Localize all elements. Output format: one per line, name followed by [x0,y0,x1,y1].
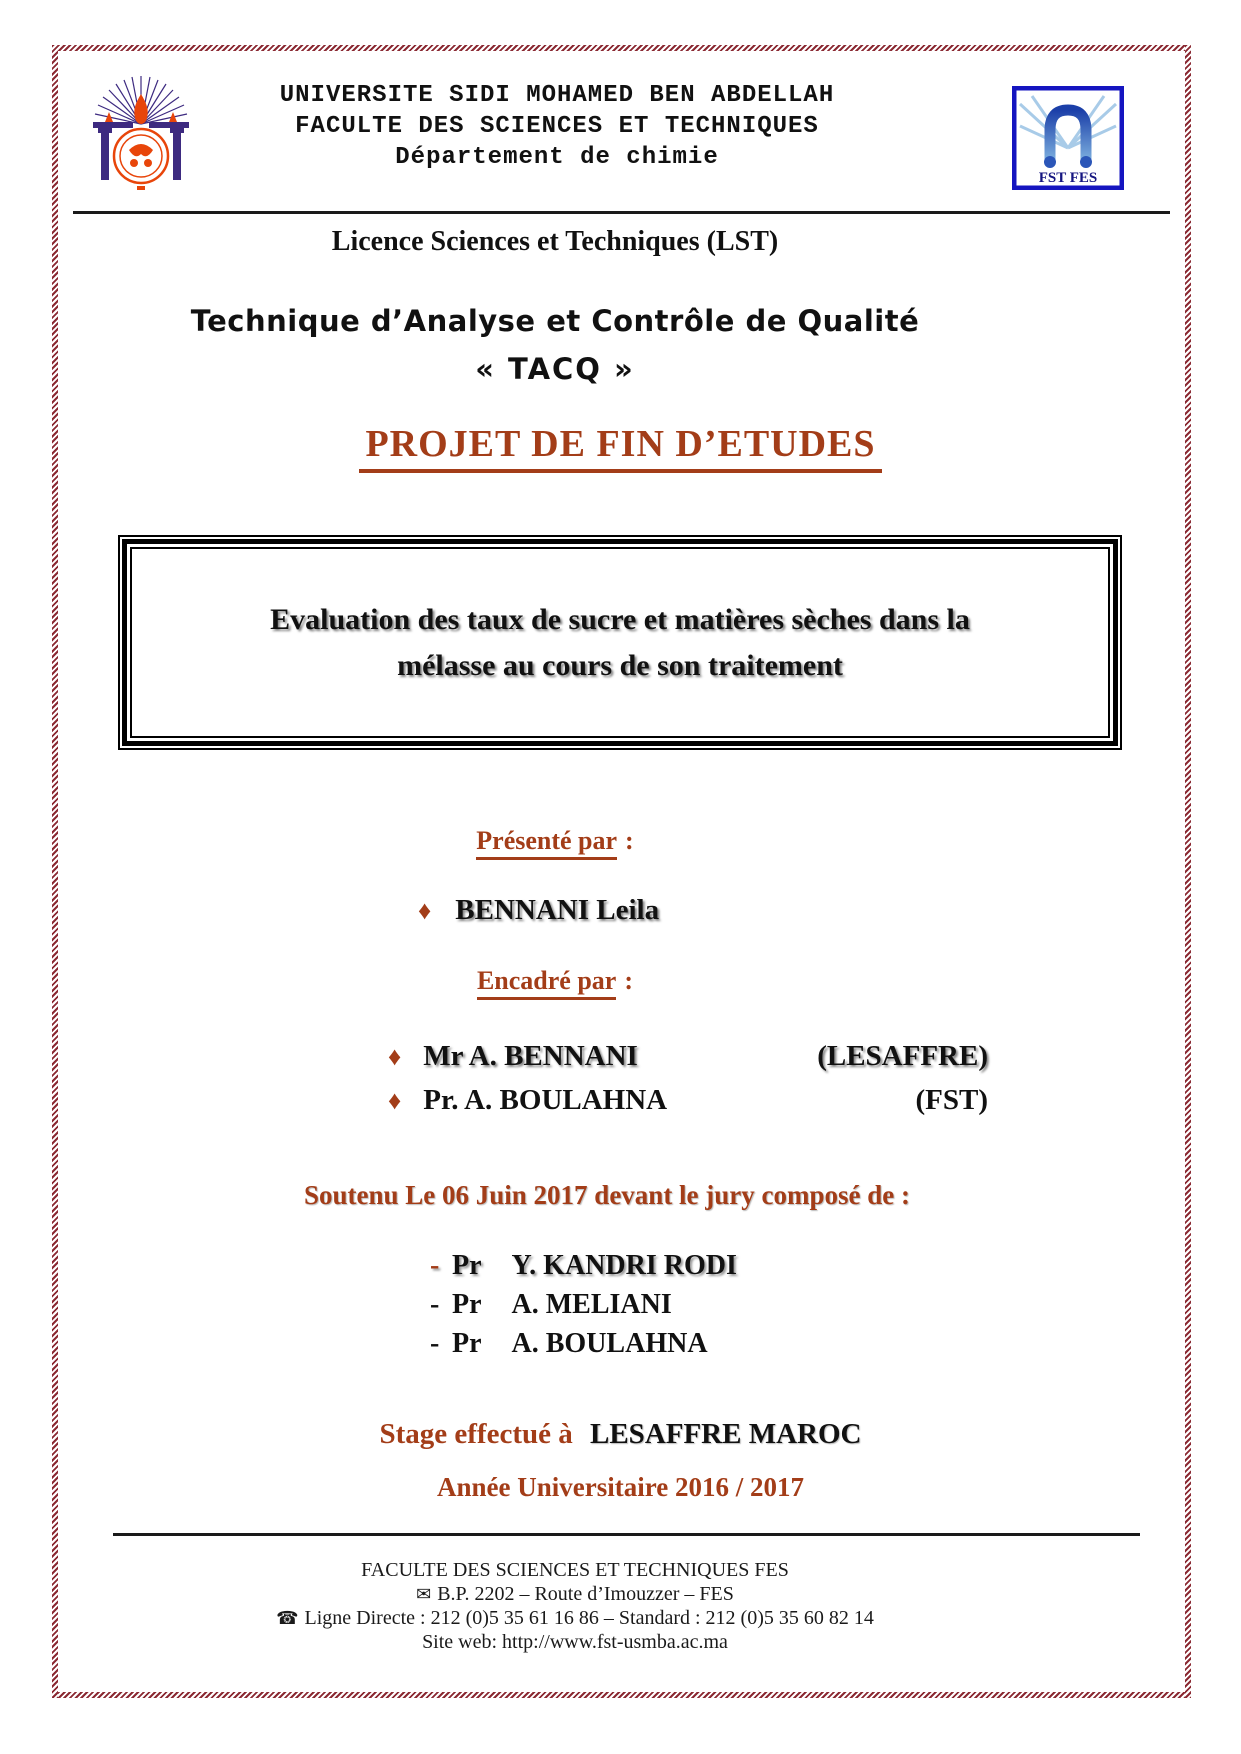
supervisor-row [388,1040,988,1073]
jury-member-title: Pr [452,1289,482,1320]
footer-divider [113,1533,1140,1536]
university-seal-logo [85,68,197,194]
diamond-bullet-icon: ♦ [388,1086,402,1115]
phone-icon: ☎ [276,1608,299,1628]
diamond-bullet-icon: ♦ [388,1042,402,1071]
supervisor-name: Pr. A. BOULAHNA [423,1084,668,1116]
supervisor-organization: (FST) [915,1084,988,1116]
defense-intro: Soutenu Le 06 Juin 2017 devant le jury composé de : [303,1180,911,1210]
supervised-by-heading: Encadré par : [0,966,1110,1000]
student-name: BENNANI Leila [455,894,660,926]
presented-by-heading: Présenté par : [0,826,1110,860]
degree-title: Licence Sciences et Techniques (LST) [331,226,779,257]
header-divider [73,211,1170,214]
jury-member-row [430,1250,737,1282]
fst-logo-label: FST FES [1038,170,1098,186]
internship-organization: LESAFFRE MAROC [590,1418,862,1450]
dash-bullet: - [430,1250,440,1281]
jury-member-name: A. BOULAHNA [511,1328,708,1359]
jury-list [430,1250,737,1367]
jury-member-row [430,1328,737,1360]
footer-phone-line: ☎ Ligne Directe : 212 (0)5 35 61 16 86 – Standard : 212 (0)5 35 60 82 14 [276,1607,874,1629]
jury-member-title: Pr [452,1250,482,1281]
program-abbreviation: « TACQ » [475,352,635,386]
academic-year: Année Universitaire 2016 / 2017 [437,1472,804,1502]
subject-box [118,535,1122,750]
internship-label: Stage effectué à [379,1418,573,1450]
footer-address-line: ✉ B.P. 2202 – Route d’Imouzzer – FES [416,1583,734,1605]
department-name: Département de chimie [395,144,719,171]
decorative-border-bottom [52,1692,1191,1698]
footer-faculty-name: FACULTE DES SCIENCES ET TECHNIQUES FES [361,1559,789,1581]
footer-block [0,1558,1150,1654]
dash-bullet: - [430,1328,440,1359]
program-title: Technique d’Analyse et Contrôle de Qualité [190,304,920,338]
faculty-name: FACULTE DES SCIENCES ET TECHNIQUES [295,113,819,140]
jury-member-title: Pr [452,1328,482,1359]
dash-bullet: - [430,1289,440,1320]
header-text-block [232,80,882,173]
subject-line-1: Evaluation des taux de sucre et matières sèches dans la [270,602,970,636]
project-title: PROJET DE FIN D’ETUDES [0,422,1241,473]
subject-line-2: mélasse au cours de son traitement [397,648,843,682]
supervisor-organization: (LESAFFRE) [817,1040,988,1072]
internship-line [0,1418,1241,1451]
jury-member-row [430,1289,737,1321]
supervisor-name: Mr A. BENNANI [423,1040,638,1072]
footer-website-line: Site web: http://www.fst-usmba.ac.ma [422,1631,728,1653]
student-row [418,894,659,927]
fst-fes-logo [1012,86,1124,190]
supervisor-row [388,1084,988,1117]
decorative-border-top [52,45,1191,51]
jury-member-name: A. MELIANI [511,1289,672,1320]
diamond-bullet-icon: ♦ [418,896,432,925]
university-name: UNIVERSITE SIDI MOHAMED BEN ABDELLAH [279,82,835,109]
jury-member-name: Y. KANDRI RODI [511,1250,737,1281]
mail-icon: ✉ [416,1584,432,1604]
